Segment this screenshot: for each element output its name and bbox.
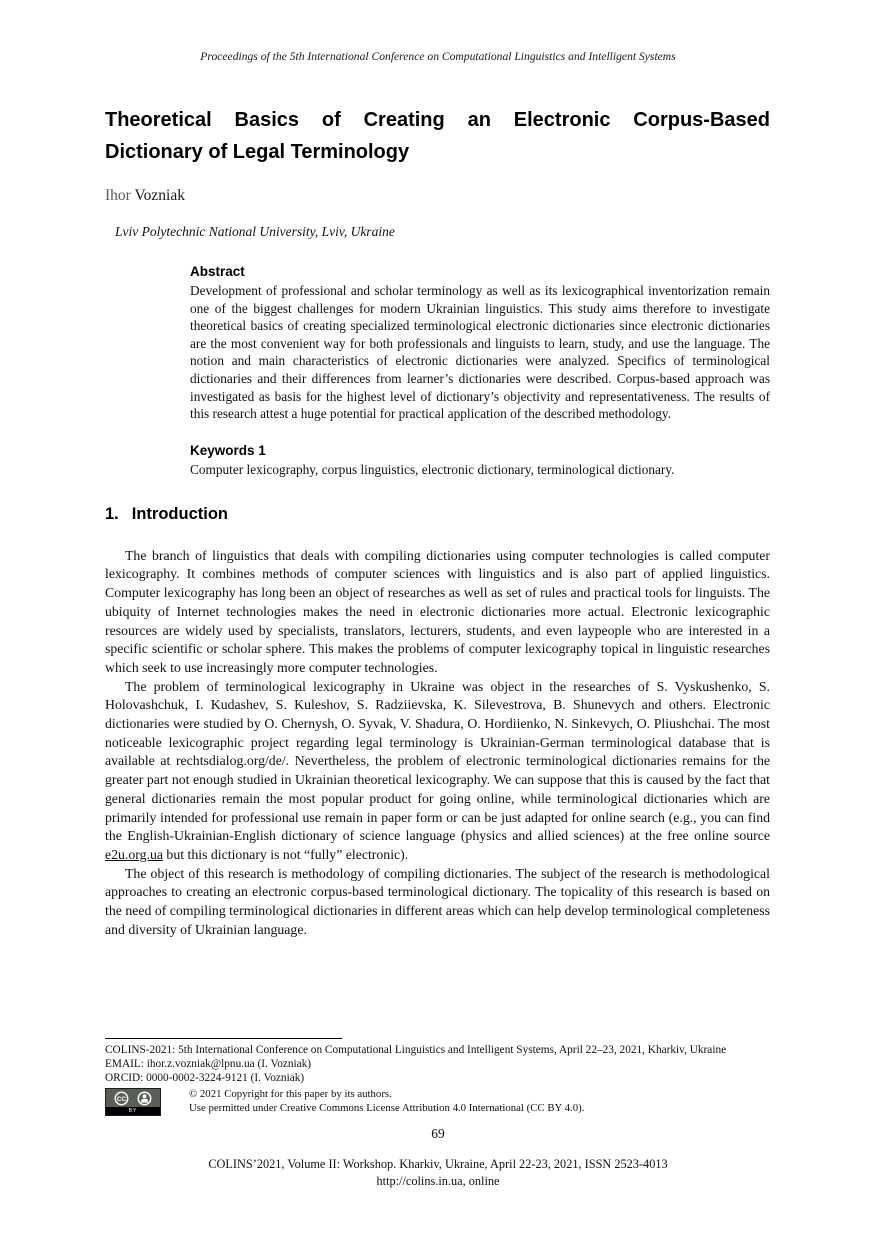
author-name [105, 186, 770, 206]
license-text [189, 1088, 584, 1116]
paper-title-line2: Dictionary of Legal Terminology [105, 141, 410, 163]
keywords-section [190, 442, 770, 478]
footer-url-line: http://colins.in.ua, online [376, 1174, 500, 1188]
page-footer [0, 1156, 876, 1190]
footnote-area [105, 1038, 770, 1116]
paper-title-line1: Theoretical Basics of Creating an Electronic Corpus-Based [105, 109, 770, 131]
abstract-heading: Abstract [190, 264, 245, 279]
abstract-section [190, 263, 770, 423]
paper-title [105, 104, 770, 168]
keywords-heading: Keywords 1 [190, 442, 266, 458]
footnote-separator [105, 1038, 342, 1039]
intro-paragraph-1: The branch of linguistics that deals with compiling dictionaries using computer technologies is called computer lexicography. It combines methods of computer sciences with linguistics and is also part of applied linguistics. Computer lexicography has long been an object of researches as well as set of rules and practical tools for linguists. The ubiquity of Internet technologies makes the need in electronic dictionaries more actual. Electronic lexicographic resources are widely used by specialists, translators, lecturers, students, and even laypeople who are interested in a specific scientific or scholar sphere. This makes the problems of computer lexicography topical in linguistic researches which seek to use increasingly more computer technologies. [105, 547, 770, 675]
person-by-icon [137, 1091, 152, 1106]
section-heading-introduction [105, 503, 770, 525]
license-permission-line: Use permitted under Creative Commons License Attribution 4.0 International (CC BY 4.0). [189, 1101, 585, 1114]
footnote-orcid-line: ORCID: 0000-0002-3224-9121 (I. Vozniak) [105, 1072, 305, 1084]
license-row [105, 1088, 770, 1116]
author-affiliation: Lviv Polytechnic National University, Lviv, Ukraine [115, 224, 395, 239]
page-number: 69 [431, 1126, 445, 1141]
footnote-lines [105, 1043, 770, 1085]
svg-text:CC: CC [116, 1095, 127, 1103]
intro-paragraph-2 [105, 678, 770, 865]
license-copyright-line: © 2021 Copyright for this paper by its authors. [189, 1088, 392, 1100]
footnote-conference-line: COLINS-2021: 5th International Conference on Computational Linguistics and Intelligent Systems, April 22–23, 2021, Kharkiv, Ukraine [105, 1044, 727, 1056]
e2u-link[interactable]: e2u.org.ua [105, 847, 163, 862]
keywords-text: Computer lexicography, corpus linguistics, electronic dictionary, terminological dictionary. [190, 461, 675, 477]
cc-icon [114, 1091, 129, 1106]
running-head: Proceedings of the 5th International Conference on Computational Linguistics and Intelligent Systems [200, 50, 676, 63]
paper-content [105, 0, 770, 940]
cc-by-badge [105, 1088, 161, 1116]
abstract-text: Development of professional and scholar terminology as well as its lexicographical inventorization remain one of the biggest challenges for modern Ukrainian linguistics. This study aims therefore to investigate theoretical basics of creating specialized terminological electronic dictionaries since electronic dictionaries are the most convenient way for both professionals and linguists to learn, study, and use the language. The notion and main characteristics of electronic dictionaries were analyzed. Specifics of terminological dictionaries and their differences from learner’s dictionaries were described. Corpus-based approach was investigated as basis for the highest level of dictionary’s objectivity and representativeness. The results of this research attest a huge potential for practical application of the described methodology. [190, 283, 770, 422]
cc-by-strip-label: BY [106, 1107, 160, 1115]
section-number: 1. [105, 504, 119, 523]
author-given-name: Ihor [105, 187, 131, 204]
intro-paragraph-2-text-after: but this dictionary is not “fully” electronic). [162, 847, 409, 862]
footnote-email-line: EMAIL: ihor.z.vozniak@lpnu.ua (I. Vozniak) [105, 1058, 312, 1070]
footer-volume-line: COLINS’2021, Volume II: Workshop. Kharkiv, Ukraine, April 22-23, 2021, ISSN 2523-4013 [208, 1157, 668, 1171]
intro-paragraph-3: The object of this research is methodology of compiling dictionaries. The subject of the research is methodological approaches to creating an electronic corpus-based terminological dictionary. The topicality of this research is based on the need of compiling terminological dictionaries in different areas which can help develop terminological completeness and diversity of Ukrainian language. [105, 865, 770, 937]
intro-paragraph-2-text-before: The problem of terminological lexicography in Ukraine was object in the researches of S. Vyskushenko, S. Holovashchuk, I. Kudashev, S. Kuleshov, S. Radziievska, K. Silevestrova, B. Shunevych and others. Electronic dictionaries were studied by O. Chernysh, O. Syvak, V. Shadura, O. Hordiienko, N. Sinkevych, O. Pliushchai. The most noticeable lexicographic project regarding legal terminology is Ukrainian-German terminological database that is available at rechtsdialog.org/de/. Nevertheless, the problem of electronic terminological dictionaries remains for the greater part not enough studied in Ukrainian theoretical lexicography. We can suppose that this is caused by the fact that general dictionaries remain the most popular product for going online, while terminological dictionaries which are primarily intended for professional use remain in paper form or can be just adapted for online search (e.g., you can find the English-Ukrainian-English dictionary of science language (physics and allied sciences) at the free online source [105, 678, 770, 844]
author-family-name: Vozniak [134, 187, 185, 204]
section-label: Introduction [131, 504, 228, 523]
